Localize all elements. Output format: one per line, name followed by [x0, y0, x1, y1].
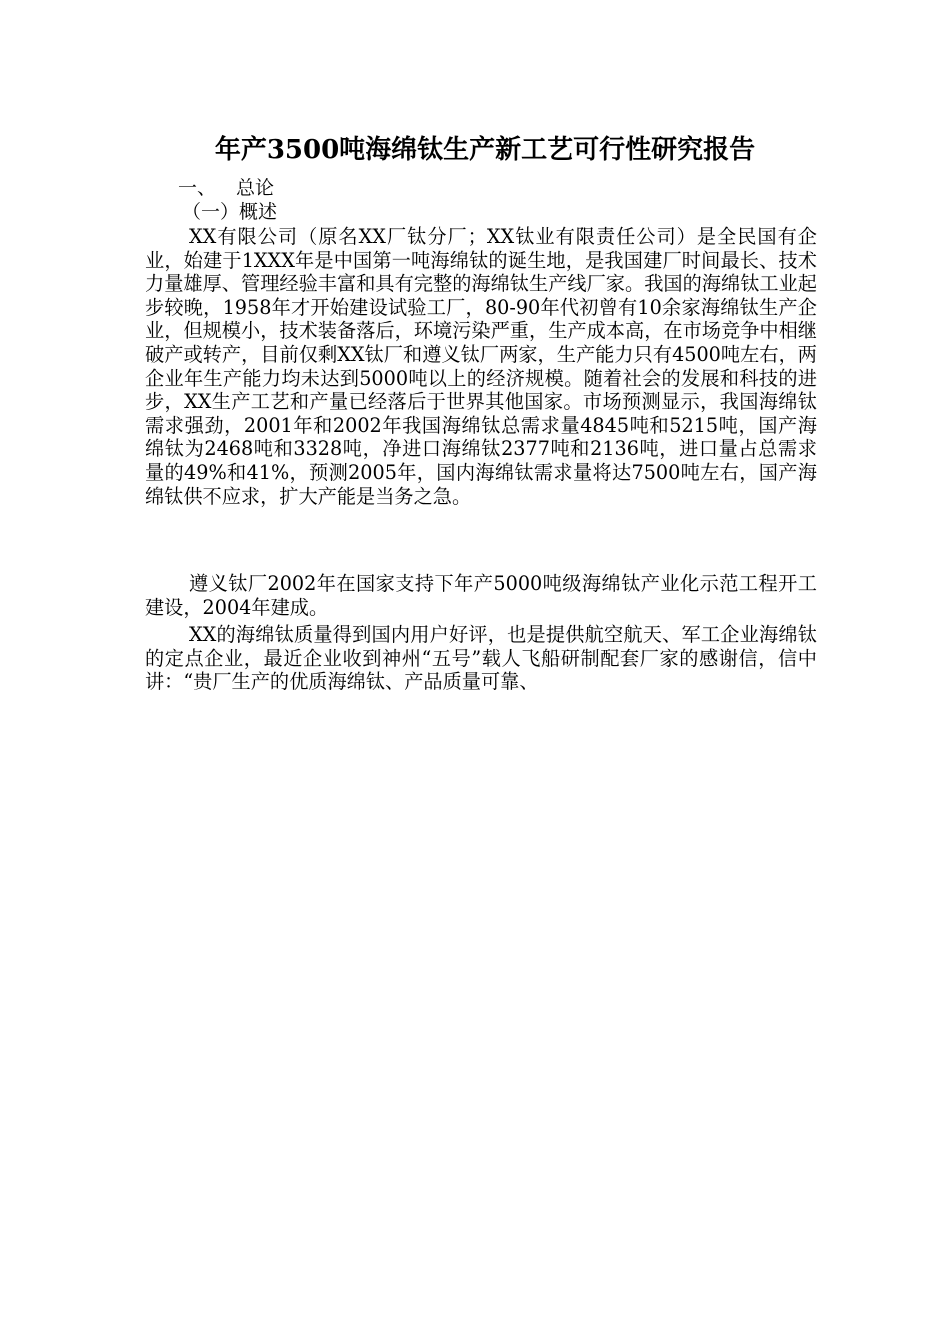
paragraph-block-1 — [145, 225, 817, 508]
paragraph: XX的海绵钛质量得到国内用户好评，也是提供航空航天、军工企业海绵钛的定点企业，最近企业收到神州“五号”载人飞船研制配套厂家的感谢信，信中讲：“贵厂生产的优质海绵钛、产品质量可靠、 — [145, 623, 817, 694]
subsection-heading-overview: （一）概述 — [182, 201, 278, 223]
paragraph: 遵义钛厂2002年在国家支持下年产5000吨级海绵钛产业化示范工程开工建设，2004年建成。 — [145, 572, 817, 619]
paragraph-block-3 — [145, 623, 817, 694]
paragraph: XX有限公司（原名XX厂钛分厂；XX钛业有限责任公司）是全民国有企业，始建于1XXX年是中国第一吨海绵钛的诞生地，是我国建厂时间最长、技术力量雄厚、管理经验丰富和具有完整的海绵钛生产线厂家。我国的海绵钛工业起步较晚，1958年才开始建设试验工厂，80-90年代初曾有10余家海绵钛生产企业，但规模小，技术装备落后，环境污染严重，生产成本高，在市场竞争中相继破产或转产，目前仅剩XX钛厂和遵义钛厂两家，生产能力只有4500吨左右，两企业年生产能力均未达到5000吨以上的经济规模。随着社会的发展和科技的进步，XX生产工艺和产量已经落后于世界其他国家。市场预测显示，我国海绵钛需求强劲，2001年和2002年我国海绵钛总需求量4845吨和5215吨，国产海绵钛为2468吨和3328吨，净进口海绵钛2377吨和2136吨，进口量占总需求量的49%和41%，预测2005年，国内海绵钛需求量将达7500吨左右，国产海绵钛供不应求，扩大产能是当务之急。 — [145, 225, 817, 508]
paragraph-block-2 — [145, 572, 817, 619]
section-heading-general — [178, 176, 274, 200]
section-number: 一、 — [178, 177, 217, 199]
section-label: 总论 — [236, 177, 275, 199]
document-title: 年产3500吨海绵钛生产新工艺可行性研究报告 — [214, 135, 756, 165]
